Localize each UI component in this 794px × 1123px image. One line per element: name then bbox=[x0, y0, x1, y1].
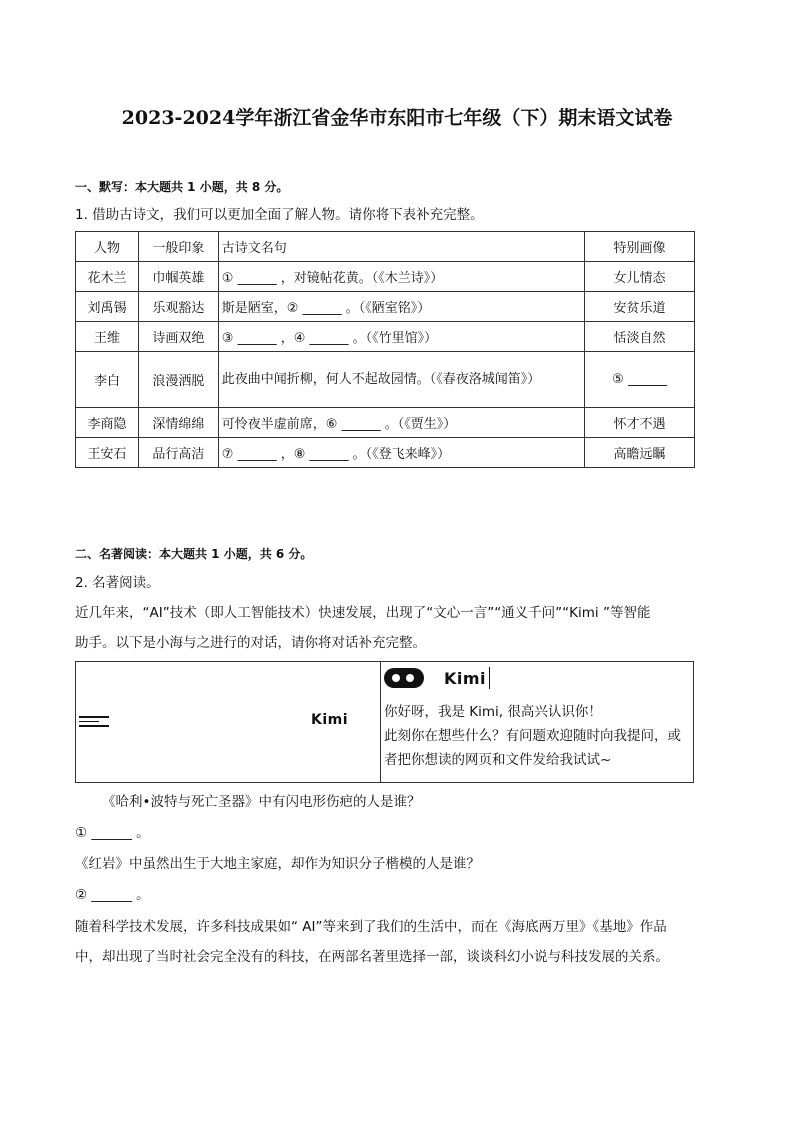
table-cell: 此夜曲中闻折柳，何人不起故园情。（《春夜洛城闻笛》） bbox=[218, 352, 584, 408]
essay-prompt-line-2: 中，却出现了当时社会完全没有的科技，在两部名著里选择一部，谈谈科幻小说与科技发展的关系。 bbox=[75, 949, 669, 965]
table-header-row bbox=[76, 232, 695, 262]
table-cell: 李白 bbox=[76, 352, 139, 408]
section2-heading: 二、名著阅读：本大题共 1 小题，共 6 分。 bbox=[75, 547, 313, 561]
table-cell: 刘禹锡 bbox=[76, 292, 139, 322]
kimi-reply bbox=[384, 700, 681, 772]
question1-text: 1. 借助古诗文，我们可以更加全面了解人物。请你将下表补充完整。 bbox=[75, 207, 484, 223]
reply-line: 者把你想读的网页和文件发给我试试~ bbox=[384, 752, 612, 768]
table-row bbox=[76, 262, 695, 292]
table-cell: ③ ______ ，④ ______ 。（《竹里馆》） bbox=[218, 322, 584, 352]
table-cell: ⑤ ______ bbox=[585, 352, 695, 408]
table-cell: 诗画双绝 bbox=[138, 322, 218, 352]
chat-panel bbox=[381, 662, 693, 782]
dialog-answer-1: ① ______ 。 bbox=[75, 825, 150, 841]
menu-icon bbox=[79, 716, 109, 728]
table-cell: 巾帼英雄 bbox=[138, 262, 218, 292]
table-row bbox=[76, 408, 695, 438]
poem-table bbox=[75, 231, 695, 468]
table-cell: 品行高洁 bbox=[138, 438, 218, 468]
table-header: 一般印象 bbox=[138, 232, 218, 262]
table-cell: ⑦ ______ ，⑧ ______ 。（《登飞来峰》） bbox=[218, 438, 584, 468]
table-cell: 斯是陋室，② ______ 。（《陋室铭》） bbox=[218, 292, 584, 322]
intro-line-2: 助手。以下是小海与之进行的对话，请你将对话补充完整。 bbox=[75, 635, 426, 651]
kimi-brand-name: Kimi bbox=[444, 668, 487, 688]
table-cell: 乐观豁达 bbox=[138, 292, 218, 322]
table-cell: 深情绵绵 bbox=[138, 408, 218, 438]
table-cell: ① ______ ，对镜帖花黄。（《木兰诗》） bbox=[218, 262, 584, 292]
table-cell: 恬淡自然 bbox=[585, 322, 695, 352]
table-cell: 安贫乐道 bbox=[585, 292, 695, 322]
intro-line-1: 近几年来，“AI”技术（即人工智能技术）快速发展，出现了“文心一言”“通义千问”“Kimi ”等智能 bbox=[75, 605, 651, 621]
table-cell: 花木兰 bbox=[76, 262, 139, 292]
kimi-logo-icon bbox=[384, 668, 424, 688]
table-header: 人物 bbox=[76, 232, 139, 262]
dialog-question-1: 《哈利•波特与死亡圣器》中有闪电形伤疤的人是谁？ bbox=[102, 794, 421, 810]
dialog-question-2: 《红岩》中虽然出生于大地主家庭，却作为知识分子楷模的人是谁？ bbox=[75, 856, 480, 872]
table-row bbox=[76, 292, 695, 322]
page-title: 2023-2024学年浙江省金华市东阳市七年级（下）期末语文试卷 bbox=[121, 107, 673, 129]
table-header: 古诗文名句 bbox=[218, 232, 584, 262]
question2-text: 2. 名著阅读。 bbox=[75, 575, 160, 591]
kimi-brand bbox=[384, 666, 490, 690]
section1-heading: 一、默写：本大题共 1 小题，共 8 分。 bbox=[75, 180, 289, 194]
table-header: 特别画像 bbox=[585, 232, 695, 262]
table-cell: 王维 bbox=[76, 322, 139, 352]
text-cursor-icon bbox=[489, 667, 490, 689]
chat-sidebar bbox=[76, 662, 381, 782]
reply-line: 此刻你在想些什么？有问题欢迎随时向我提问，或 bbox=[384, 728, 681, 744]
dialog-answer-2: ② ______ 。 bbox=[75, 887, 150, 903]
table-row bbox=[76, 352, 695, 408]
table-cell: 女儿情态 bbox=[585, 262, 695, 292]
table-cell: 可怜夜半虚前席，⑥ ______ 。（《贾生》） bbox=[218, 408, 584, 438]
table-cell: 王安石 bbox=[76, 438, 139, 468]
table-row bbox=[76, 438, 695, 468]
table-cell: 怀才不遇 bbox=[585, 408, 695, 438]
reply-line: 你好呀，我是 Kimi, 很高兴认识你！ bbox=[384, 704, 602, 720]
chat-screenshot bbox=[75, 661, 694, 783]
table-cell: 高瞻远瞩 bbox=[585, 438, 695, 468]
table-row bbox=[76, 322, 695, 352]
kimi-logo-small: Kimi bbox=[311, 712, 349, 728]
table-cell: 李商隐 bbox=[76, 408, 139, 438]
essay-prompt-line-1: 随着科学技术发展，许多科技成果如“ AI”等来到了我们的生活中，而在《海底两万里》《基地》作品 bbox=[75, 919, 667, 935]
table-cell: 浪漫洒脱 bbox=[138, 352, 218, 408]
